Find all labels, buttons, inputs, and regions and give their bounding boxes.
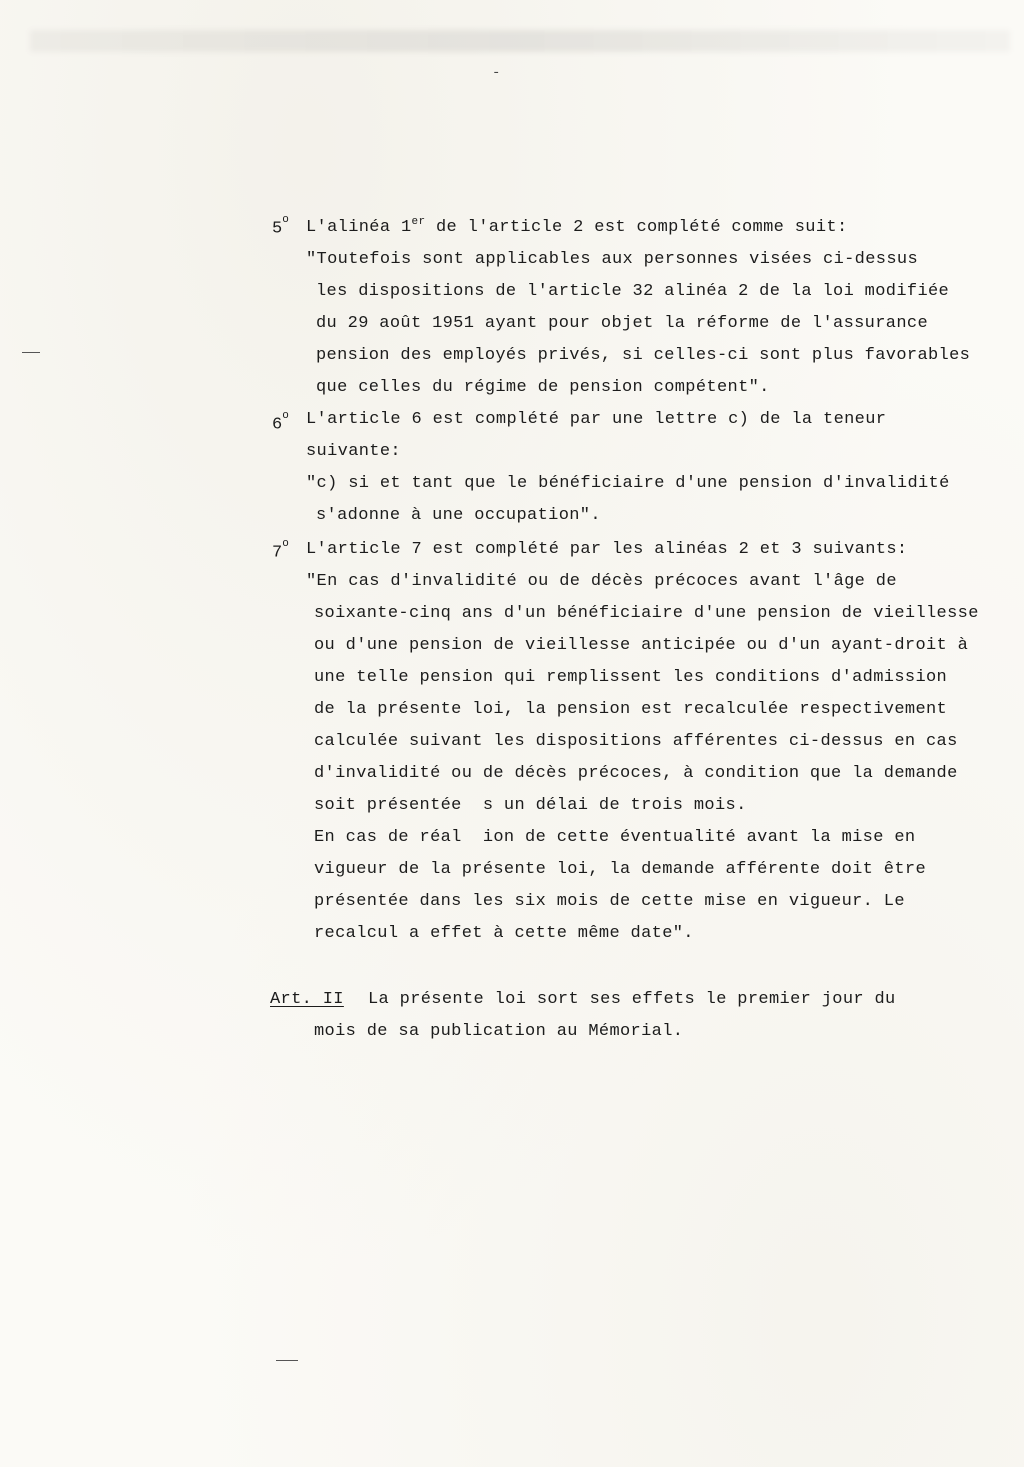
item-7-line-4: ou d'une pension de vieillesse anticipée ou d'un ayant-droit à [314,636,969,655]
item-number-5: 5$^o$ [272,214,289,239]
item-7-line-8: d'invalidité ou de décès précoces, à condition que la demande [314,764,958,783]
item-6-line-4: s'adonne à une occupation". [316,506,601,525]
header-mark: - [492,65,501,81]
item-5-line-3: les dispositions de l'article 32 alinéa 2 de la loi modifiée [316,282,950,301]
item-5-line-5: pension des employés privés, si celles-ci sont plus favorables [316,346,971,365]
article-line-2: mois de sa publication au Mémorial. [314,1022,684,1041]
item-7-line-1: L'article 7 est complété par les alinéas 2 et 3 suivants: [306,540,908,559]
article-line-1: La présente loi sort ses effets le premier jour du [368,990,896,1009]
item-5-line-4: du 29 août 1951 ayant pour objet la réforme de l'assurance [316,314,928,333]
item-7-line-11: vigueur de la présente loi, la demande afférente doit être [314,860,926,879]
item-7-line-9: soit présentée s un délai de trois mois. [314,796,747,815]
item-5-line-2: "Toutefois sont applicables aux personnes visées ci-dessus [306,250,918,269]
item-6-line-1: L'article 6 est complété par une lettre c) de la teneur [306,410,887,429]
item-7-line-5: une telle pension qui remplissent les conditions d'admission [314,668,948,687]
item-number-7: 7$^o$ [272,538,289,563]
bleed-through-artifact [30,30,1010,52]
item-7-line-3: soixante-cinq ans d'un bénéficiaire d'une pension de vieillesse [314,604,979,623]
item-7-line-13: recalcul a effet à cette même date". [314,924,694,943]
item-7-line-7: calculée suivant les dispositions afférentes ci-dessus en cas [314,732,958,751]
margin-dash [22,352,40,353]
item-7-line-10: En cas de réal ion de cette éventualité avant la mise en [314,828,916,847]
item-6-line-2: suivante: [306,442,401,461]
item-number-6: 6$^o$ [272,410,289,435]
item-7-line-2: "En cas d'invalidité ou de décès précoces avant l'âge de [306,572,897,591]
item-6-line-3: "c) si et tant que le bénéficiaire d'une pension d'invalidité [306,474,950,493]
footer-dash [276,1360,298,1361]
item-5-line-6: que celles du régime de pension compétent". [316,378,770,397]
item-7-line-12: présentée dans les six mois de cette mise en vigueur. Le [314,892,905,911]
article-label: Art. II [270,990,344,1009]
item-5-line-1: L'alinéa 1er de l'article 2 est complété comme suit: [306,216,848,237]
item-7-line-6: de la présente loi, la pension est recalculée respectivement [314,700,948,719]
